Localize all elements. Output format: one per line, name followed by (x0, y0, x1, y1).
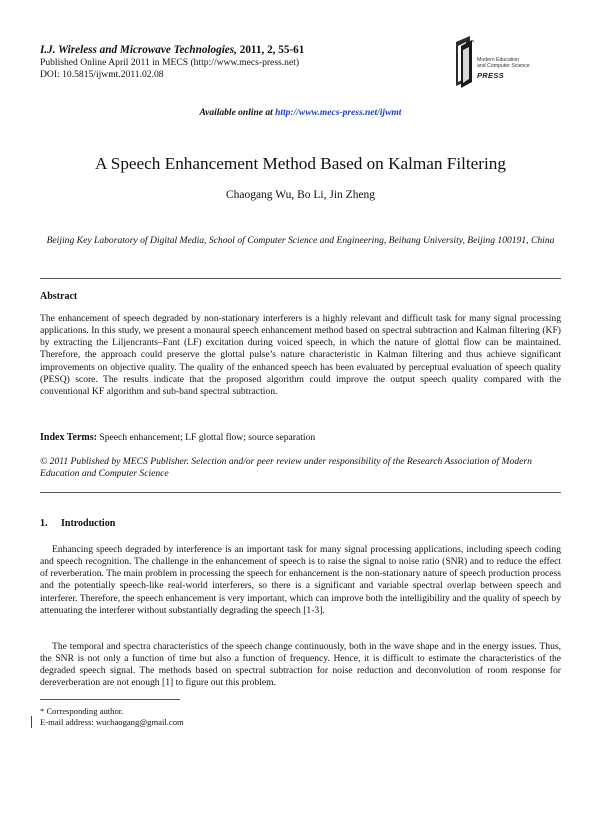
divider-top (40, 278, 561, 279)
affiliation: Beijing Key Laboratory of Digital Media, School of Computer Science and Engineering, Beihang University, Beijing 100191, China (46, 235, 555, 246)
margin-bar (31, 716, 32, 728)
journal-name: I.J. Wireless and Microwave Technologies, (40, 44, 237, 56)
intro-paragraph-2: The temporal and spectra characteristics of the speech change continuously, both in the wave shape and in the energy issues. Thus, the SNR is not only a function of time but also a function of frequency. Hence, it is difficult to estimate the characteristics of the degraded speech signal. The methods based on spectral subtraction for noise reduction and deconvolution of room response for dereverberation are not enough [1] to figure out this problem. (40, 641, 561, 689)
logo-line-2: and Computer Science (477, 63, 530, 69)
available-online (0, 108, 601, 118)
logo-press: PRESS (477, 71, 504, 80)
index-terms (40, 432, 561, 443)
published-line: Published Online April 2011 in MECS (http://www.mecs-press.net) (40, 57, 300, 68)
divider-bottom (40, 492, 561, 493)
available-prefix: Available online at (199, 108, 273, 118)
footnotes (40, 706, 184, 728)
footnote-email: E-mail address: wuchaogang@gmail.com (40, 717, 184, 727)
doi-line: DOI: 10.5815/ijwmt.2011.02.08 (40, 68, 164, 80)
abstract-heading: Abstract (40, 291, 78, 302)
intro-paragraph-1: Enhancing speech degraded by interference is an important task for many signal processing applications, including speech coding and speech recognition. The challenge in the enhancement of speech is to raise the signal to noise ratio (SNR) and to reduce the effect of reverberation. The main problem in processing the speech for enhancement is the non-stationary nature of speech production process and the potentially speech-like real-world interferers, so there is a significant and variable spectral overlap between speech and interferer. Therefore, the speech enhancement is very important, which can improve both the intelligibility and the quality of speech by attenuating the interferer without substantially degrading the speech [1-3]. (40, 544, 561, 616)
section-heading-introduction (40, 518, 115, 529)
logo-line-1: Modern Education (477, 57, 520, 63)
section-number: 1. (40, 518, 48, 529)
paper-authors: Chaogang Wu, Bo Li, Jin Zheng (225, 189, 376, 201)
journal-citation (40, 44, 460, 57)
index-terms-text: Speech enhancement; LF glottal flow; source separation (99, 432, 316, 443)
publisher-logo (452, 32, 542, 92)
copyright-notice: © 2011 Published by MECS Publisher. Selection and/or peer review under responsibility of the Research Association of Modern Education and Computer Science (40, 456, 532, 480)
index-terms-label: Index Terms: (40, 432, 97, 443)
journal-issue: 2011, 2, 55-61 (239, 44, 305, 56)
section-title: Introduction (61, 518, 116, 529)
footnote-rule (40, 699, 180, 700)
logo-text (477, 57, 530, 69)
journal-header (40, 44, 460, 80)
abstract-text: The enhancement of speech degraded by non-stationary interferers is a highly relevant and difficult task for many signal processing applications. In this study, we present a monaural speech enhancement method based on spectral subtraction and Kalman filtering (KF) by extracting the Liljencrants–Fant (LF) excitation during voiced speech, in which the nature of glottal flow can be maintained. Therefore, the approach could preserve the glottal pulse’s nature characteristic in Kalman filtering and thus achieve significant improvements on objective quality. The quality of the enhanced speech has been evaluated by perceptual evaluation of speech quality (PESQ) score. The results indicate that the proposed algorithm could improve the output speech quality compared with the conventional KF algorithm and sub-band spectral subtraction. (40, 313, 561, 397)
paper-title: A Speech Enhancement Method Based on Kalman Filtering (95, 154, 506, 173)
footnote-corresponding: * Corresponding author. (40, 706, 124, 716)
journal-url-link[interactable]: http://www.mecs-press.net/ijwmt (275, 108, 402, 118)
